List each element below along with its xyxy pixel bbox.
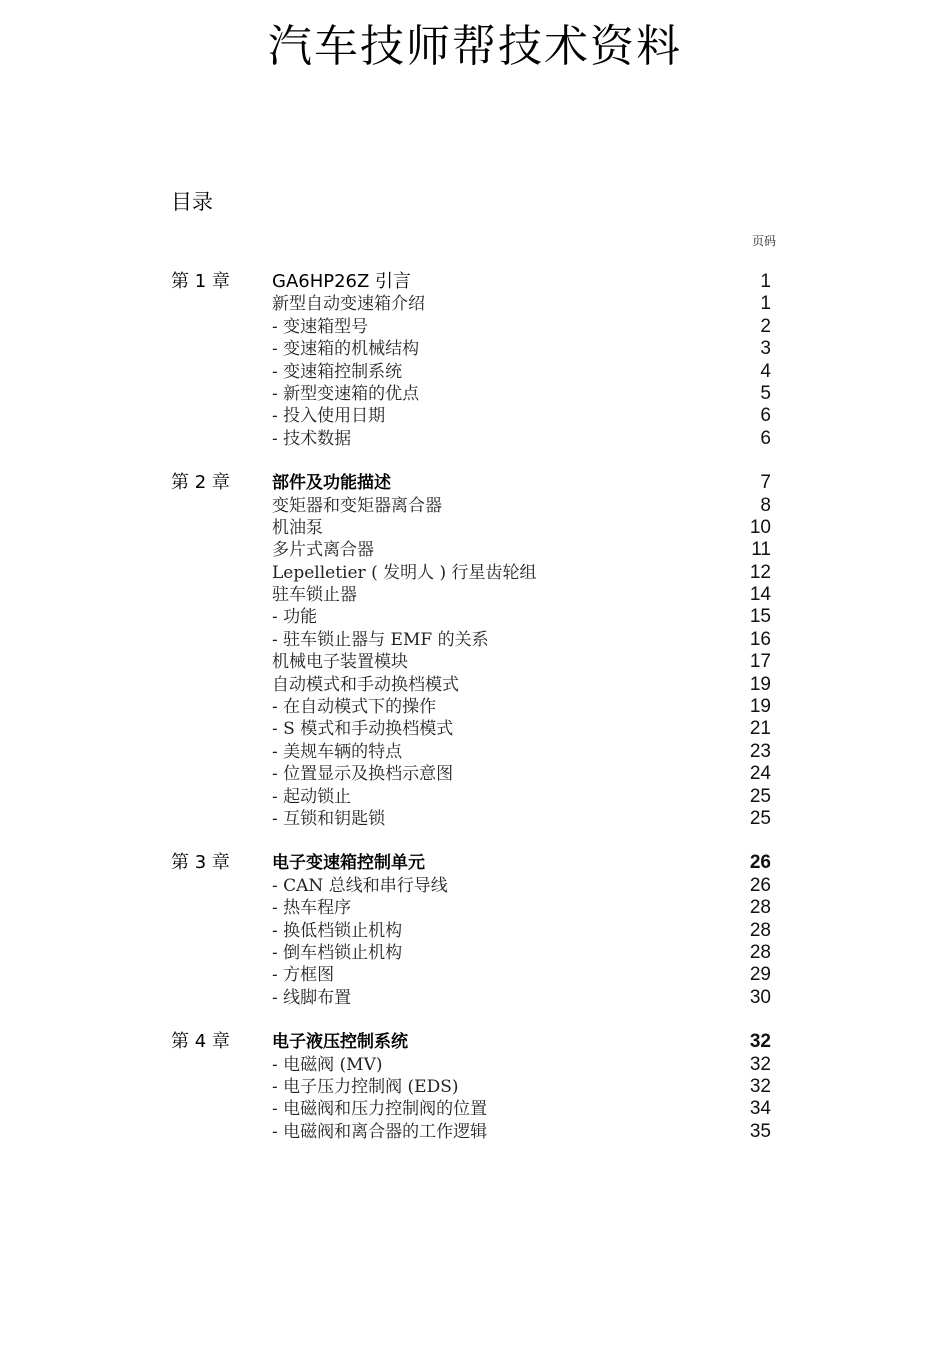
toc-entry-page-number: 28 bbox=[749, 897, 771, 919]
toc-entry-title: - 新型变速箱的优点 bbox=[272, 383, 420, 404]
toc-entry[interactable] bbox=[272, 651, 771, 673]
toc-entry[interactable] bbox=[272, 852, 771, 874]
toc-entry-title: - CAN 总线和串行导线 bbox=[272, 875, 448, 896]
toc-entry-page-number: 19 bbox=[749, 673, 771, 695]
toc-entry[interactable] bbox=[272, 629, 771, 651]
toc-entry[interactable] bbox=[272, 942, 771, 964]
toc-entry-page-number: 5 bbox=[760, 382, 771, 404]
toc-entry-title: - 在自动模式下的操作 bbox=[272, 697, 437, 718]
chapter-label: 第 4 章 bbox=[171, 1031, 230, 1053]
toc-entry-page-number: 19 bbox=[749, 696, 771, 718]
chapter-label: 第 3 章 bbox=[171, 852, 230, 874]
toc-chapter bbox=[171, 472, 771, 830]
toc-chapter bbox=[171, 271, 771, 450]
toc-entry[interactable] bbox=[272, 674, 771, 696]
toc-entry-title: - 功能 bbox=[272, 607, 318, 628]
chapter-label: 第 1 章 bbox=[171, 271, 230, 292]
toc-entry-title: - 互锁和钥匙锁 bbox=[272, 808, 386, 829]
toc-entry-title: - 变速箱的机械结构 bbox=[272, 339, 420, 360]
toc-entry-page-number: 24 bbox=[749, 763, 771, 785]
toc-entry[interactable] bbox=[272, 495, 771, 517]
toc-entry-page-number: 11 bbox=[751, 539, 771, 561]
toc-entry-page-number: 29 bbox=[749, 964, 771, 986]
toc-entry[interactable] bbox=[272, 405, 771, 427]
toc-entry-title: - 技术数据 bbox=[272, 428, 352, 449]
toc-entry-title: GA6HP26Z 引言 bbox=[272, 271, 412, 292]
toc-entry-title: - 电子压力控制阀 (EDS) bbox=[272, 1076, 459, 1097]
toc-entry[interactable] bbox=[272, 808, 771, 830]
toc-entry[interactable] bbox=[272, 338, 771, 360]
toc-entry[interactable] bbox=[272, 741, 771, 763]
toc-entry-title: 新型自动变速箱介绍 bbox=[272, 294, 425, 315]
toc-entry[interactable] bbox=[272, 271, 771, 293]
toc-entry-page-number: 21 bbox=[749, 718, 771, 740]
toc-entry-page-number: 2 bbox=[760, 315, 771, 337]
toc-entry[interactable] bbox=[272, 562, 771, 584]
toc-entry-title: 多片式离合器 bbox=[272, 540, 374, 561]
toc-entry-page-number: 6 bbox=[760, 405, 771, 427]
toc-entry-page-number: 32 bbox=[749, 1053, 771, 1075]
toc-entry-page-number: 26 bbox=[749, 874, 771, 896]
toc-entry-title: 机械电子装置模块 bbox=[272, 652, 408, 673]
chapter-entries bbox=[272, 472, 771, 830]
toc-entry-page-number: 32 bbox=[749, 1031, 771, 1053]
toc-entry[interactable] bbox=[272, 472, 771, 494]
toc-entry[interactable] bbox=[272, 696, 771, 718]
toc-entry[interactable] bbox=[272, 428, 771, 450]
toc-entry[interactable] bbox=[272, 897, 771, 919]
toc-entry[interactable] bbox=[272, 718, 771, 740]
toc-entry-page-number: 28 bbox=[749, 941, 771, 963]
table-of-contents bbox=[171, 271, 771, 1143]
toc-entry-title: 电子变速箱控制单元 bbox=[272, 853, 425, 874]
document-title: 汽车技师帮技术资料 bbox=[268, 21, 682, 72]
toc-entry-page-number: 8 bbox=[760, 494, 771, 516]
toc-entry-page-number: 23 bbox=[749, 740, 771, 762]
toc-entry-page-number: 6 bbox=[760, 427, 771, 449]
toc-entry-page-number: 4 bbox=[760, 360, 771, 382]
toc-entry-page-number: 25 bbox=[749, 807, 771, 829]
toc-entry-page-number: 3 bbox=[760, 338, 771, 360]
toc-entry-page-number: 26 bbox=[749, 852, 771, 874]
toc-entry-page-number: 25 bbox=[749, 785, 771, 807]
toc-entry[interactable] bbox=[272, 786, 771, 808]
toc-entry-title: - 投入使用日期 bbox=[272, 406, 386, 427]
toc-entry[interactable] bbox=[272, 987, 771, 1009]
toc-entry-title: - 方框图 bbox=[272, 965, 335, 986]
toc-entry-title: - 驻车锁止器与 EMF 的关系 bbox=[272, 629, 489, 650]
toc-entry-title: 驻车锁止器 bbox=[272, 585, 357, 606]
toc-chapter bbox=[171, 1031, 771, 1143]
toc-entry[interactable] bbox=[272, 964, 771, 986]
toc-entry[interactable] bbox=[272, 383, 771, 405]
toc-entry-page-number: 35 bbox=[749, 1120, 771, 1142]
toc-entry-page-number: 1 bbox=[760, 271, 771, 292]
toc-entry[interactable] bbox=[272, 875, 771, 897]
toc-entry-title: - 电磁阀 (MV) bbox=[272, 1054, 383, 1075]
toc-entry[interactable] bbox=[272, 1076, 771, 1098]
chapter-entries bbox=[272, 271, 771, 450]
toc-entry-title: - 变速箱控制系统 bbox=[272, 361, 403, 382]
toc-entry-page-number: 1 bbox=[760, 293, 771, 315]
toc-entry-title: - 倒车档锁止机构 bbox=[272, 942, 403, 963]
toc-entry-title: 部件及功能描述 bbox=[272, 473, 391, 494]
toc-entry-title: - 位置显示及换档示意图 bbox=[272, 764, 454, 785]
toc-entry[interactable] bbox=[272, 293, 771, 315]
toc-entry-title: Lepelletier ( 发明人 ) 行星齿轮组 bbox=[272, 562, 537, 583]
toc-entry-title: - 起动锁止 bbox=[272, 786, 352, 807]
toc-entry-page-number: 17 bbox=[749, 651, 771, 673]
toc-entry[interactable] bbox=[272, 763, 771, 785]
toc-entry-page-number: 16 bbox=[749, 628, 771, 650]
toc-entry-page-number: 12 bbox=[749, 561, 771, 583]
toc-entry[interactable] bbox=[272, 316, 771, 338]
toc-entry-title: 自动模式和手动换档模式 bbox=[272, 674, 459, 695]
chapter-entries bbox=[272, 852, 771, 1009]
page-column-label: 页码 bbox=[752, 234, 777, 248]
toc-entry[interactable] bbox=[272, 584, 771, 606]
toc-entry-title: - 热车程序 bbox=[272, 898, 352, 919]
toc-entry-title: - S 模式和手动换档模式 bbox=[272, 719, 454, 740]
toc-entry-page-number: 15 bbox=[749, 606, 771, 628]
toc-entry-page-number: 32 bbox=[749, 1075, 771, 1097]
chapter-label: 第 2 章 bbox=[171, 472, 230, 494]
toc-entry-title: - 电磁阀和压力控制阀的位置 bbox=[272, 1099, 488, 1120]
toc-entry-page-number: 30 bbox=[749, 986, 771, 1008]
toc-entry-title: - 电磁阀和离合器的工作逻辑 bbox=[272, 1121, 488, 1142]
toc-entry-page-number: 7 bbox=[760, 472, 771, 494]
toc-entry-page-number: 34 bbox=[749, 1098, 771, 1120]
toc-entry[interactable] bbox=[272, 1098, 771, 1120]
chapter-entries bbox=[272, 1031, 771, 1143]
toc-entry-title: - 线脚布置 bbox=[272, 987, 352, 1008]
toc-entry-title: - 换低档锁止机构 bbox=[272, 920, 403, 941]
toc-entry[interactable] bbox=[272, 920, 771, 942]
toc-entry-page-number: 14 bbox=[749, 584, 771, 606]
toc-entry-page-number: 10 bbox=[749, 516, 771, 538]
toc-entry[interactable] bbox=[272, 606, 771, 628]
toc-entry-title: 机油泵 bbox=[272, 517, 323, 538]
toc-entry[interactable] bbox=[272, 539, 771, 561]
toc-entry[interactable] bbox=[272, 517, 771, 539]
toc-entry[interactable] bbox=[272, 1121, 771, 1143]
toc-entry-title: - 美规车辆的特点 bbox=[272, 741, 403, 762]
toc-entry[interactable] bbox=[272, 1054, 771, 1076]
toc-entry[interactable] bbox=[272, 1031, 771, 1053]
toc-entry[interactable] bbox=[272, 361, 771, 383]
toc-heading: 目录 bbox=[171, 190, 213, 214]
toc-entry-page-number: 28 bbox=[749, 919, 771, 941]
toc-entry-title: 变矩器和变矩器离合器 bbox=[272, 495, 442, 516]
toc-chapter bbox=[171, 852, 771, 1009]
toc-entry-title: 电子液压控制系统 bbox=[272, 1032, 408, 1053]
toc-entry-title: - 变速箱型号 bbox=[272, 316, 369, 337]
